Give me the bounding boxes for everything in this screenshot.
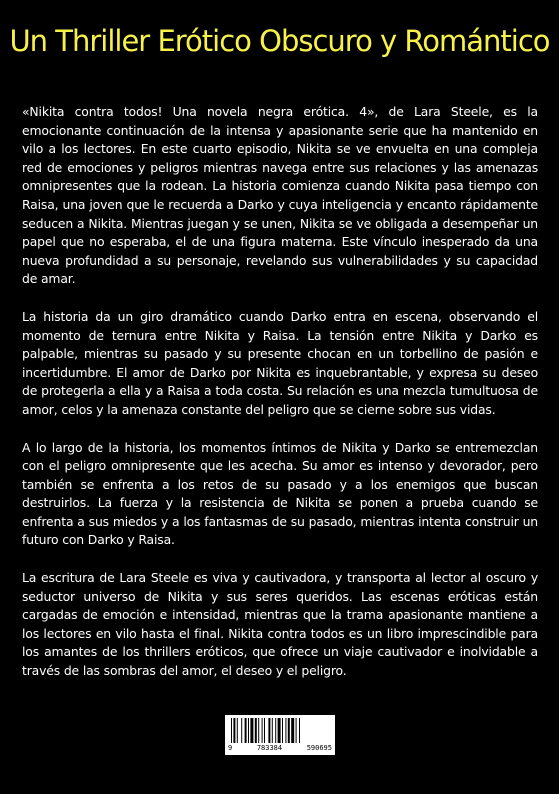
barcode-digit-first: 9 [228, 744, 233, 752]
barcode-digits [225, 744, 335, 752]
barcode-digit-group-2: 590695 [306, 744, 332, 752]
synopsis-paragraph: «Nikita contra todos! Una novela negra erótica. 4», de Lara Steele, es la emocionante continuación de la intensa y apasionante serie que ha mantenido en vilo a los lectores. En este cuarto episodio, Nikita se ve envuelta en una compleja red de emociones y peligros mientras navega entre sus relaciones y las amenazas omnipresentes que la rodean. La historia comienza cuando Nikita pasa tiempo con Raisa, una joven que le recuerda a Darko y cuya inteligencia y encanto rápidamente seducen a Nikita. Mientras juegan y se unen, Nikita se ve obligada a desempeñar un papel que no esperaba, el de una figura materna. Este vínculo inesperado da una nueva profundidad a su personaje, revelando sus vulnerabilidades y su capacidad de amar. [22, 104, 538, 287]
synopsis [22, 103, 538, 700]
synopsis-paragraph: La historia da un giro dramático cuando Darko entra en escena, observando el momento de ternura entre Nikita y Raisa. La tensión entre Nikita y Darko es palpable, mientras su pasado y su presente chocan en un torbellino de pasión e incertidumbre. El amor de Darko por Nikita es inquebrantable, y expresa su deseo de protegerla a ella y a Raisa a toda costa. Su relación es una mezcla tumultuosa de amor, celos y la amenaza constante del peligro que se cierne sobre sus vidas. [22, 308, 538, 417]
synopsis-paragraph: A lo largo de la historia, los momentos íntimos de Nikita y Darko se entremezclan con el peligro omnipresente que les acecha. Su amor es intenso y devorador, pero también se enfrenta a los retos de su pasado y a los enemigos que buscan destruirlos. La fuerza y la resistencia de Nikita se ponen a prueba cuando se enfrenta a sus miedos y a los fantasmas de su pasado, mientras intenta construir un futuro con Darko y Raisa. [22, 439, 538, 548]
isbn-barcode [225, 715, 335, 755]
cover-title: Un Thriller Erótico Obscuro y Romántico [9, 24, 550, 58]
barcode-bars-icon [225, 715, 335, 745]
synopsis-paragraph: La escritura de Lara Steele es viva y cautivadora, y transporta al lector al oscuro y seductor universo de Nikita y sus seres queridos. Las escenas eróticas están cargadas de emoción e intensidad, mientras que la trama apasionante mantiene a los lectores en vilo hasta el final. Nikita contra todos es un libro imprescindible para los amantes de los thrillers eróticos, que ofrece un viaje cautivador e inolvidable a través de las sombras del amor, el deseo y el peligro. [22, 570, 538, 679]
barcode-digit-group-1: 783384 [256, 744, 283, 752]
